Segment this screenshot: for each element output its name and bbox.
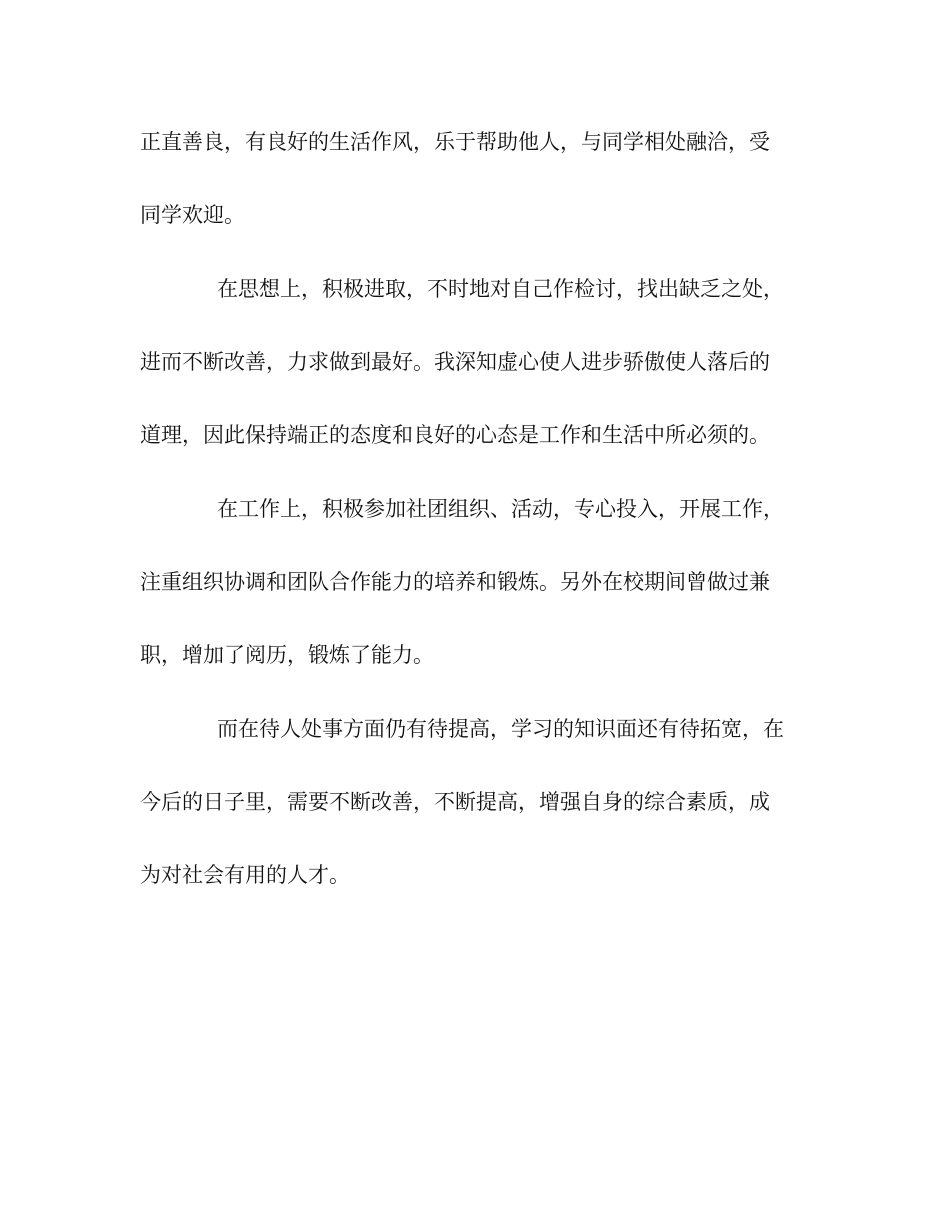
paragraph-line: 注重组织协调和团队合作能力的培养和锻炼。另外在校期间曾做过兼	[140, 570, 770, 594]
paragraph-line: 为对社会有用的人才。	[140, 863, 350, 887]
paragraph-line: 在思想上，积极进取，不时地对自己作检讨，找出缺乏之处，	[217, 277, 784, 301]
paragraph-line: 今后的日子里，需要不断改善，不断提高，增强自身的综合素质，成	[140, 790, 770, 814]
paragraph-line: 在工作上，积极参加社团组织、活动，专心投入，开展工作，	[217, 497, 784, 521]
paragraph-line: 职，增加了阅历，锻炼了能力。	[140, 643, 434, 667]
paragraph-line: 进而不断改善，力求做到最好。我深知虚心使人进步骄傲使人落后的	[140, 350, 770, 374]
paragraph-line: 而在待人处事方面仍有待提高，学习的知识面还有待拓宽，在	[217, 717, 784, 741]
paragraph-line: 同学欢迎。	[140, 203, 245, 227]
paragraph-line: 道理，因此保持端正的态度和良好的心态是工作和生活中所必须的。	[140, 423, 770, 447]
paragraph-line: 正直善良，有良好的生活作风，乐于帮助他人，与同学相处融洽，受	[140, 130, 770, 154]
